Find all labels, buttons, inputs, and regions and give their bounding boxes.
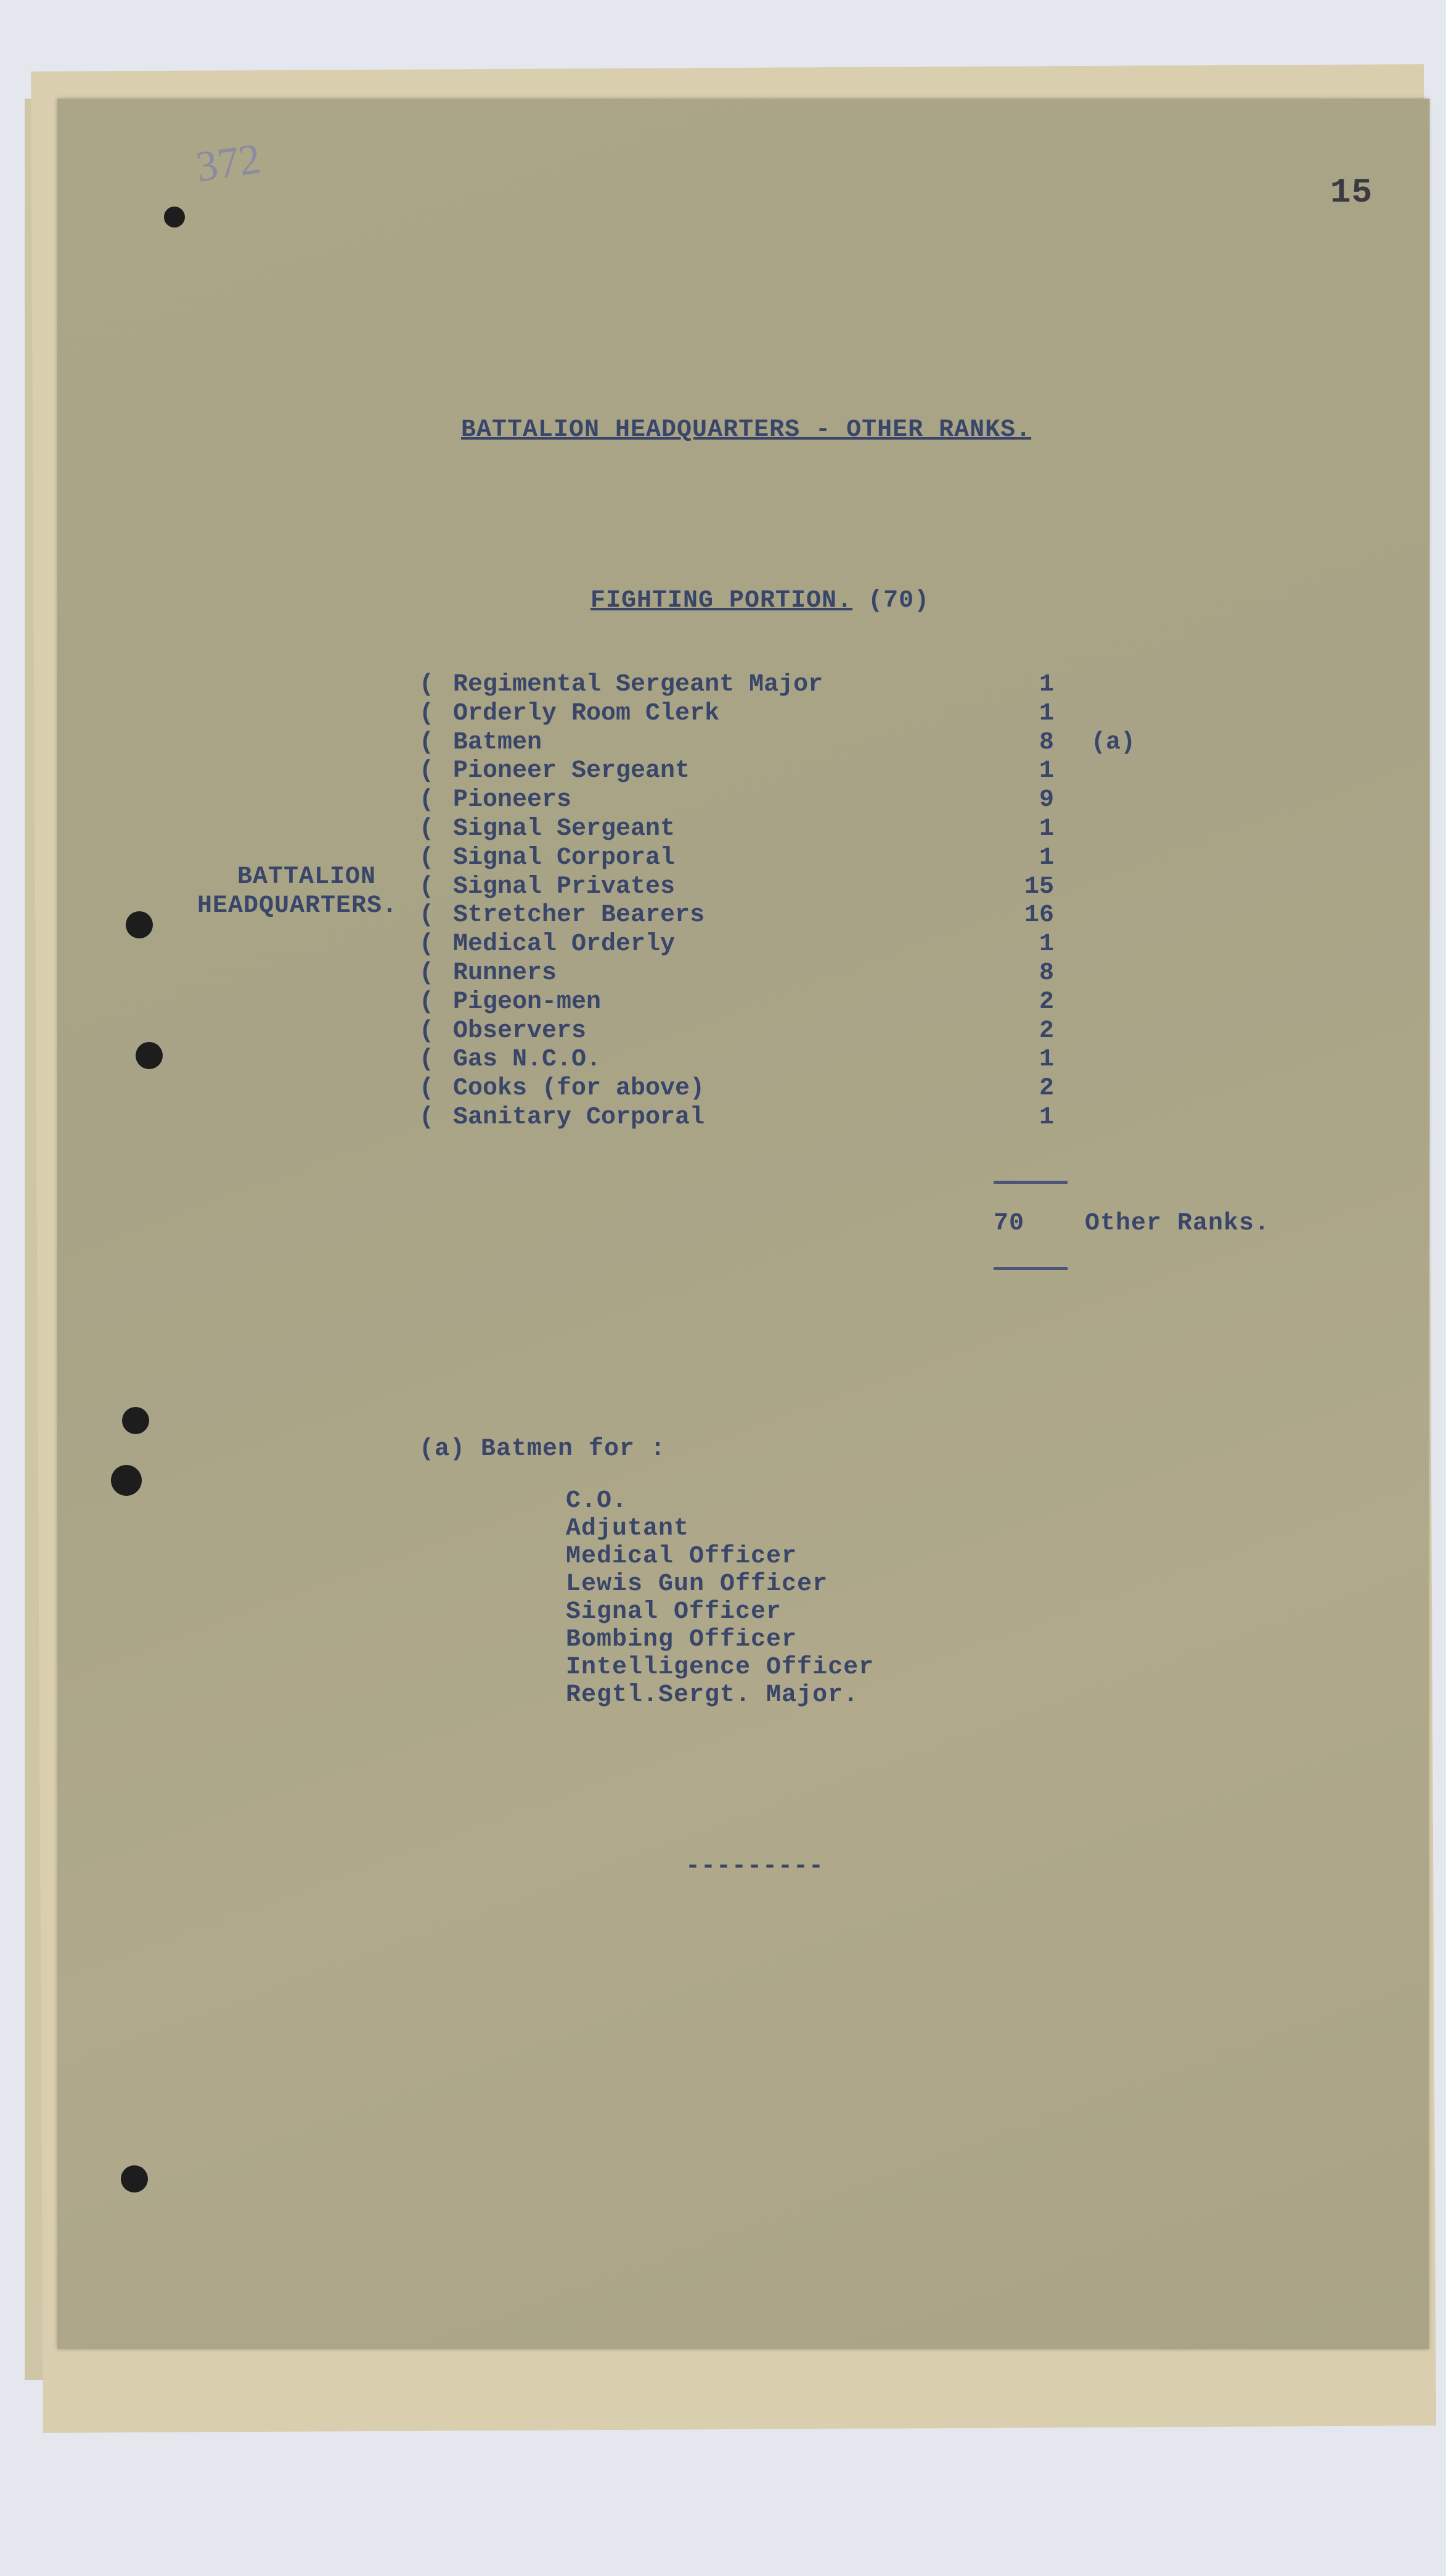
brace: (: [419, 1075, 435, 1103]
rank-label: Cooks (for above): [453, 1075, 705, 1103]
rank-count: 2: [1039, 1017, 1054, 1045]
footnote-item: Bombing Officer: [566, 1626, 798, 1654]
rank-label: Orderly Room Clerk: [453, 699, 720, 728]
table-row: [0, 1046, 1446, 1075]
rank-label: Pioneer Sergeant: [453, 757, 690, 786]
rank-count: 8: [1039, 959, 1054, 987]
table-row: [0, 1075, 1446, 1104]
rank-label: Signal Sergeant: [453, 815, 676, 843]
punch-hole: [164, 207, 185, 228]
table-row: [0, 671, 1446, 700]
table-row: [0, 700, 1446, 729]
rank-count: 2: [1039, 988, 1054, 1016]
rank-count: 1: [1039, 930, 1054, 959]
subtitle-count: (70): [868, 587, 930, 615]
rank-label: Pioneers: [453, 786, 572, 814]
footnote-item: Signal Officer: [566, 1598, 782, 1626]
footnote-item: Lewis Gun Officer: [566, 1570, 828, 1598]
rank-count: 15: [1024, 872, 1054, 901]
rank-count: 1: [1039, 757, 1054, 786]
brace: (: [419, 1046, 435, 1074]
rank-count: 16: [1024, 901, 1054, 930]
punch-hole: [122, 1407, 149, 1434]
table-row: [0, 815, 1446, 844]
rank-label: Runners: [453, 959, 557, 987]
brace: (: [419, 699, 435, 728]
rank-count: 1: [1039, 671, 1054, 699]
rank-label: Medical Orderly: [453, 930, 676, 959]
page-number: 15: [1330, 173, 1373, 212]
footnote-item: Regtl.Sergt. Major.: [566, 1681, 859, 1709]
brace: (: [419, 843, 435, 872]
rank-count: 9: [1039, 786, 1054, 814]
footnote-item: C.O.: [566, 1487, 628, 1515]
rank-label: Signal Corporal: [453, 843, 676, 872]
brace: (: [419, 1104, 435, 1131]
table-row: [0, 988, 1446, 1017]
brace: (: [419, 872, 435, 901]
rank-label: Sanitary Corporal: [453, 1104, 705, 1131]
rank-label: Signal Privates: [453, 872, 676, 901]
rank-count: 1: [1039, 1104, 1054, 1131]
total-double-rule: [994, 1267, 1068, 1270]
rank-count: 1: [1039, 815, 1054, 843]
rank-label: Batmen: [453, 728, 542, 757]
table-row: [0, 901, 1446, 930]
brace: (: [419, 930, 435, 959]
total-count: 70: [994, 1210, 1025, 1237]
rank-label: Pigeon-men: [453, 988, 602, 1016]
group-label-line1: BATTALION: [237, 863, 377, 891]
rank-label: Gas N.C.O.: [453, 1046, 602, 1074]
subtitle-text: FIGHTING PORTION.: [590, 587, 853, 615]
rank-note: (a): [1091, 728, 1136, 757]
rank-label: Stretcher Bearers: [453, 901, 705, 930]
brace: (: [419, 959, 435, 987]
footnote-heading: (a) Batmen for :: [419, 1435, 666, 1463]
table-row: [0, 729, 1446, 758]
rank-count: 8: [1039, 728, 1054, 757]
table-row: [0, 873, 1446, 902]
brace: (: [419, 757, 435, 786]
table-row: [0, 844, 1446, 873]
table-row: [0, 1104, 1446, 1133]
table-row: [0, 1017, 1446, 1046]
total-label: Other Ranks.: [1085, 1210, 1270, 1237]
brace: (: [419, 901, 435, 930]
subtitle: [590, 587, 929, 615]
folio-number: 372: [193, 135, 264, 191]
punch-hole: [111, 1465, 142, 1496]
punch-hole: [121, 2165, 148, 2192]
rank-count: 1: [1039, 1046, 1054, 1074]
footnote-item: Medical Officer: [566, 1543, 798, 1570]
end-mark: ---------: [685, 1853, 825, 1881]
total-rule: [994, 1181, 1068, 1184]
brace: (: [419, 728, 435, 757]
table-row: [0, 959, 1446, 988]
brace: (: [419, 988, 435, 1016]
footnote-item: Intelligence Officer: [566, 1654, 875, 1681]
table-row: [0, 757, 1446, 786]
rank-label: Regimental Sergeant Major: [453, 671, 823, 699]
brace: (: [419, 1017, 435, 1045]
group-label-line2: HEADQUARTERS.: [197, 892, 398, 920]
page-title: BATTALION HEADQUARTERS - OTHER RANKS.: [461, 416, 1032, 444]
brace: (: [419, 786, 435, 814]
rank-label: Observers: [453, 1017, 587, 1045]
table-row: [0, 930, 1446, 959]
brace: (: [419, 671, 435, 699]
footnote-item: Adjutant: [566, 1515, 690, 1543]
rank-count: 2: [1039, 1075, 1054, 1103]
rank-count: 1: [1039, 843, 1054, 872]
brace: (: [419, 815, 435, 843]
rank-count: 1: [1039, 699, 1054, 728]
table-row: [0, 786, 1446, 815]
